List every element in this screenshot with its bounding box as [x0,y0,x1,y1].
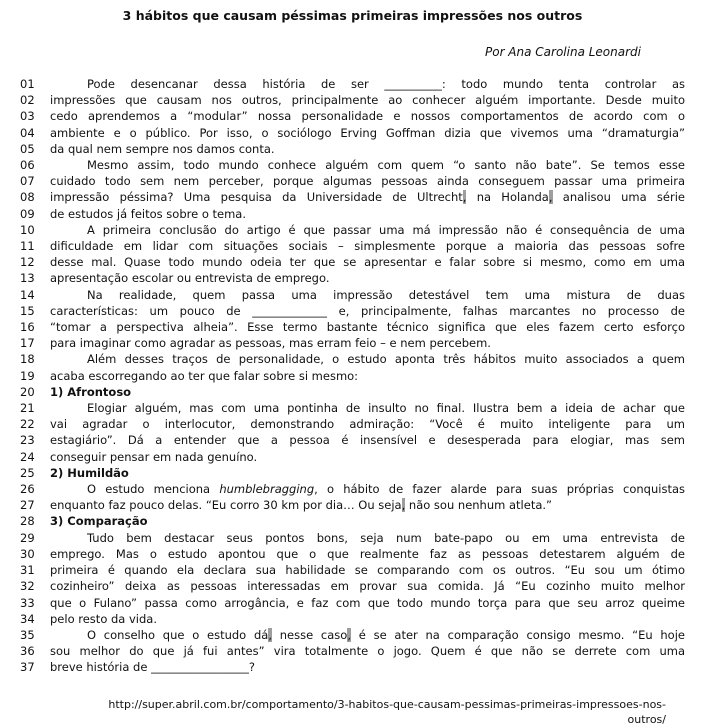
text-segment: O estudo menciona [87,482,220,497]
line-number: 06 [20,158,35,173]
text-line [20,497,685,513]
text-segment: que o Fulano” passa como arrogância, e faz com que todo mundo torça para que seu arroz queime [50,595,685,610]
line-number: 11 [20,239,35,254]
text-line [20,303,685,319]
text-segment: cedo aprendemos a “modular” nossa personalidade e nossos comportamentos de acordo com o [50,109,685,124]
text-line [20,513,685,529]
line-number: 13 [20,271,35,286]
line-text [50,141,685,157]
byline: Por Ana Carolina Leonardi [484,45,641,59]
text-segment: nesse caso [271,627,348,642]
text-line [20,319,685,335]
source-url-line2: outros/ [627,713,666,727]
line-text [50,513,685,529]
text-line [20,465,685,481]
line-number: 21 [20,401,35,416]
line-number: 01 [20,77,35,91]
line-text [50,287,685,303]
text-line [20,611,685,627]
highlighted-comma: , [268,627,272,642]
line-number: 02 [20,93,35,108]
text-segment: pelo resto da vida. [50,611,158,626]
line-text [50,238,685,254]
text-segment: sou melhor do que já fui antes” vira totalmente o jogo. Quem é que não se derrete com uma [50,644,685,659]
line-number: 04 [20,125,35,140]
line-number: 09 [20,206,35,221]
text-line [20,481,685,497]
text-segment: humblebragging [219,482,315,497]
text-line [20,92,685,108]
line-text [50,254,685,270]
text-line [20,384,685,400]
text-segment: acaba escorregando ao ter que falar sobre si mesmo: [50,368,359,383]
text-line [20,287,685,303]
text-line [20,125,685,141]
text-segment: Além desses traços de personalidade, o estudo aponta três hábitos muito associados a quem [87,352,685,367]
text-segment: 1) Afrontoso [50,384,132,399]
text-line [20,643,685,659]
text-segment: conseguir pensar em nada genuíno. [50,449,258,464]
text-segment: não sou nenhum atleta.” [405,498,552,513]
text-line [20,416,685,432]
line-number: 08 [20,190,35,205]
text-segment: estagiário”. Dá a entender que a pessoa é insensível e desesperada para elogiar, mas sem [50,433,685,448]
text-line [20,270,685,286]
text-line [20,206,685,222]
line-text [50,562,685,578]
text-line [20,108,685,124]
text-line [20,595,685,611]
text-segment: de estudos já feitos sobre o tema. [50,206,246,221]
line-number: 34 [20,611,35,626]
line-number: 15 [20,303,35,318]
line-number: 37 [20,660,35,675]
text-segment: apresentação escolar ou entrevista de emprego. [50,271,330,286]
line-number: 17 [20,336,35,351]
text-line [20,254,685,270]
line-text [50,125,685,141]
highlighted-comma: , [401,498,406,513]
text-line [20,173,685,189]
line-number: 23 [20,433,35,448]
text-segment: enquanto faz pouco delas. “Eu corro 30 km por dia… Ou seja [50,498,402,513]
source-url-line1: http://super.abril.com.br/comportamento/3-habitos-que-causam-pessimas-primeiras-impressoes-nos- [108,697,666,711]
line-text [50,76,685,92]
line-number: 07 [20,174,35,189]
text-line [20,189,685,205]
text-segment: cozinheiro” deixa as pessoas interessadas em provar sua comida. Já “Eu cozinho muito melhor [50,579,685,594]
line-text [50,416,685,432]
line-text [50,189,685,205]
line-number: 29 [20,530,35,545]
text-line [20,368,685,384]
text-segment: ambiente e o público. Por isso, o sociólogo Erving Goffman dizia que vivemos uma “dramaturgia” [50,125,685,140]
line-number: 25 [20,465,35,480]
text-line [20,335,685,351]
line-number: 30 [20,546,35,561]
line-text [50,546,685,562]
line-number: 16 [20,320,35,335]
text-line [20,562,685,578]
line-text [50,368,685,384]
line-number: 31 [20,563,35,578]
text-line [20,546,685,562]
text-segment: “tomar a perspectiva alheia”. Esse termo bastante técnico significa que eles fazem certo esforço [50,320,685,335]
line-text [50,384,685,400]
line-text [50,578,685,594]
line-number: 18 [20,352,35,367]
text-segment: Elogiar alguém, mas com uma pontinha de insulto no final. Ilustra bem a ideia de achar que [87,401,685,416]
text-line [20,432,685,448]
line-text [50,659,685,675]
line-text [50,335,685,351]
text-segment: da qual nem sempre nos damos conta. [50,141,275,156]
line-text [50,465,685,481]
highlighted-comma: , [548,190,553,205]
line-number: 14 [20,287,35,302]
text-segment: 2) Humildão [50,465,129,480]
text-segment: Na realidade, quem passa uma impressão detestável tem uma mistura de duas [87,287,685,302]
text-line [20,449,685,465]
text-segment: impressão péssima? Uma pesquisa da Universidade de Ultrecht [50,190,463,205]
text-segment: A primeira conclusão do artigo é que passar uma má impressão não é consequência de uma [87,222,685,237]
line-text [50,481,685,497]
text-line [20,141,685,157]
text-line [20,530,685,546]
text-line [20,238,685,254]
highlighted-comma: , [462,190,467,205]
line-text [50,611,685,627]
line-number: 12 [20,255,35,270]
line-text [50,270,685,286]
line-text [50,157,685,173]
source-url [20,697,685,728]
line-text [50,108,685,124]
line-number: 35 [20,627,35,642]
document-title: 3 hábitos que causam péssimas primeiras impressões nos outros [122,8,583,23]
line-text [50,530,685,546]
text-line [20,659,685,675]
text-body [20,76,685,676]
line-text [50,643,685,659]
line-text [50,303,685,319]
line-text [50,319,685,335]
line-text [50,400,685,416]
text-segment: impressões que causam nos outros, principalmente ao conhecer alguém importante. Desde muito [50,93,685,108]
text-segment: dificuldade em lidar com situações sociais – simplesmente porque a maioria das pessoas sofre [50,239,685,254]
text-segment: Mesmo assim, todo mundo conhece alguém com quem “o santo não bate”. Se temos esse [87,158,685,173]
line-number: 20 [20,384,35,399]
text-segment: para imaginar como agradar as pessoas, mas erram feio – e nem percebem. [50,336,491,351]
line-number: 33 [20,595,35,610]
line-text [50,627,685,643]
text-line [20,400,685,416]
line-number: 19 [20,368,35,383]
line-number: 10 [20,222,35,237]
line-number: 36 [20,644,35,659]
line-number: 27 [20,498,35,513]
text-segment: emprego. Mas o estudo apontou que o que realmente faz as pessoas detestarem alguém de [50,546,685,561]
line-text [50,432,685,448]
line-number: 26 [20,482,35,497]
line-text [50,92,685,108]
text-segment: Pode desencanar dessa história de ser __________: todo mundo tenta controlar as [87,77,685,91]
line-number: 24 [20,449,35,464]
text-line [20,627,685,643]
line-text [50,351,685,367]
text-segment: O conselho que o estudo dá [87,627,269,642]
line-text [50,497,685,513]
line-text [50,206,685,222]
text-segment: na Holanda [466,190,549,205]
text-line [20,76,685,92]
line-number: 28 [20,514,35,529]
line-number: 22 [20,417,35,432]
text-line [20,351,685,367]
text-segment: vai agradar o interlocutor, demonstrando admiração: “Você é muito inteligente para um [50,417,685,432]
text-segment: primeira é quando ela declara sua habilidade se comparando com os outros. “Eu sou um ótimo [50,563,685,578]
text-segment: características: um pouco de _____________ e, principalmente, falhas marcantes no processo de [50,303,685,318]
line-number: 03 [20,109,35,124]
line-text [50,449,685,465]
text-line [20,222,685,238]
text-segment: , o hábito de fazer alarde para suas próprias conquistas [314,482,685,497]
text-segment: breve história de _________________? [50,660,255,675]
line-text [50,222,685,238]
line-number: 32 [20,579,35,594]
text-line [20,157,685,173]
text-segment: é se ater na comparação consigo mesmo. “Eu hoje [350,627,685,642]
line-number: 05 [20,141,35,156]
highlighted-comma: , [347,627,351,642]
line-text [50,173,685,189]
line-text [50,595,685,611]
text-line [20,578,685,594]
text-segment: analisou uma série [552,190,685,205]
text-segment: desse mal. Quase todo mundo odeia ter que se apresentar e falar sobre si mesmo, como em uma [50,255,685,270]
text-segment: 3) Comparação [50,514,148,529]
text-segment: cuidado todo sem nem perceber, porque algumas pessoas ainda conseguem passar uma primeira [50,174,685,189]
text-segment: Tudo bem destacar seus pontos bons, seja num bate-papo ou em uma entrevista de [87,530,685,545]
